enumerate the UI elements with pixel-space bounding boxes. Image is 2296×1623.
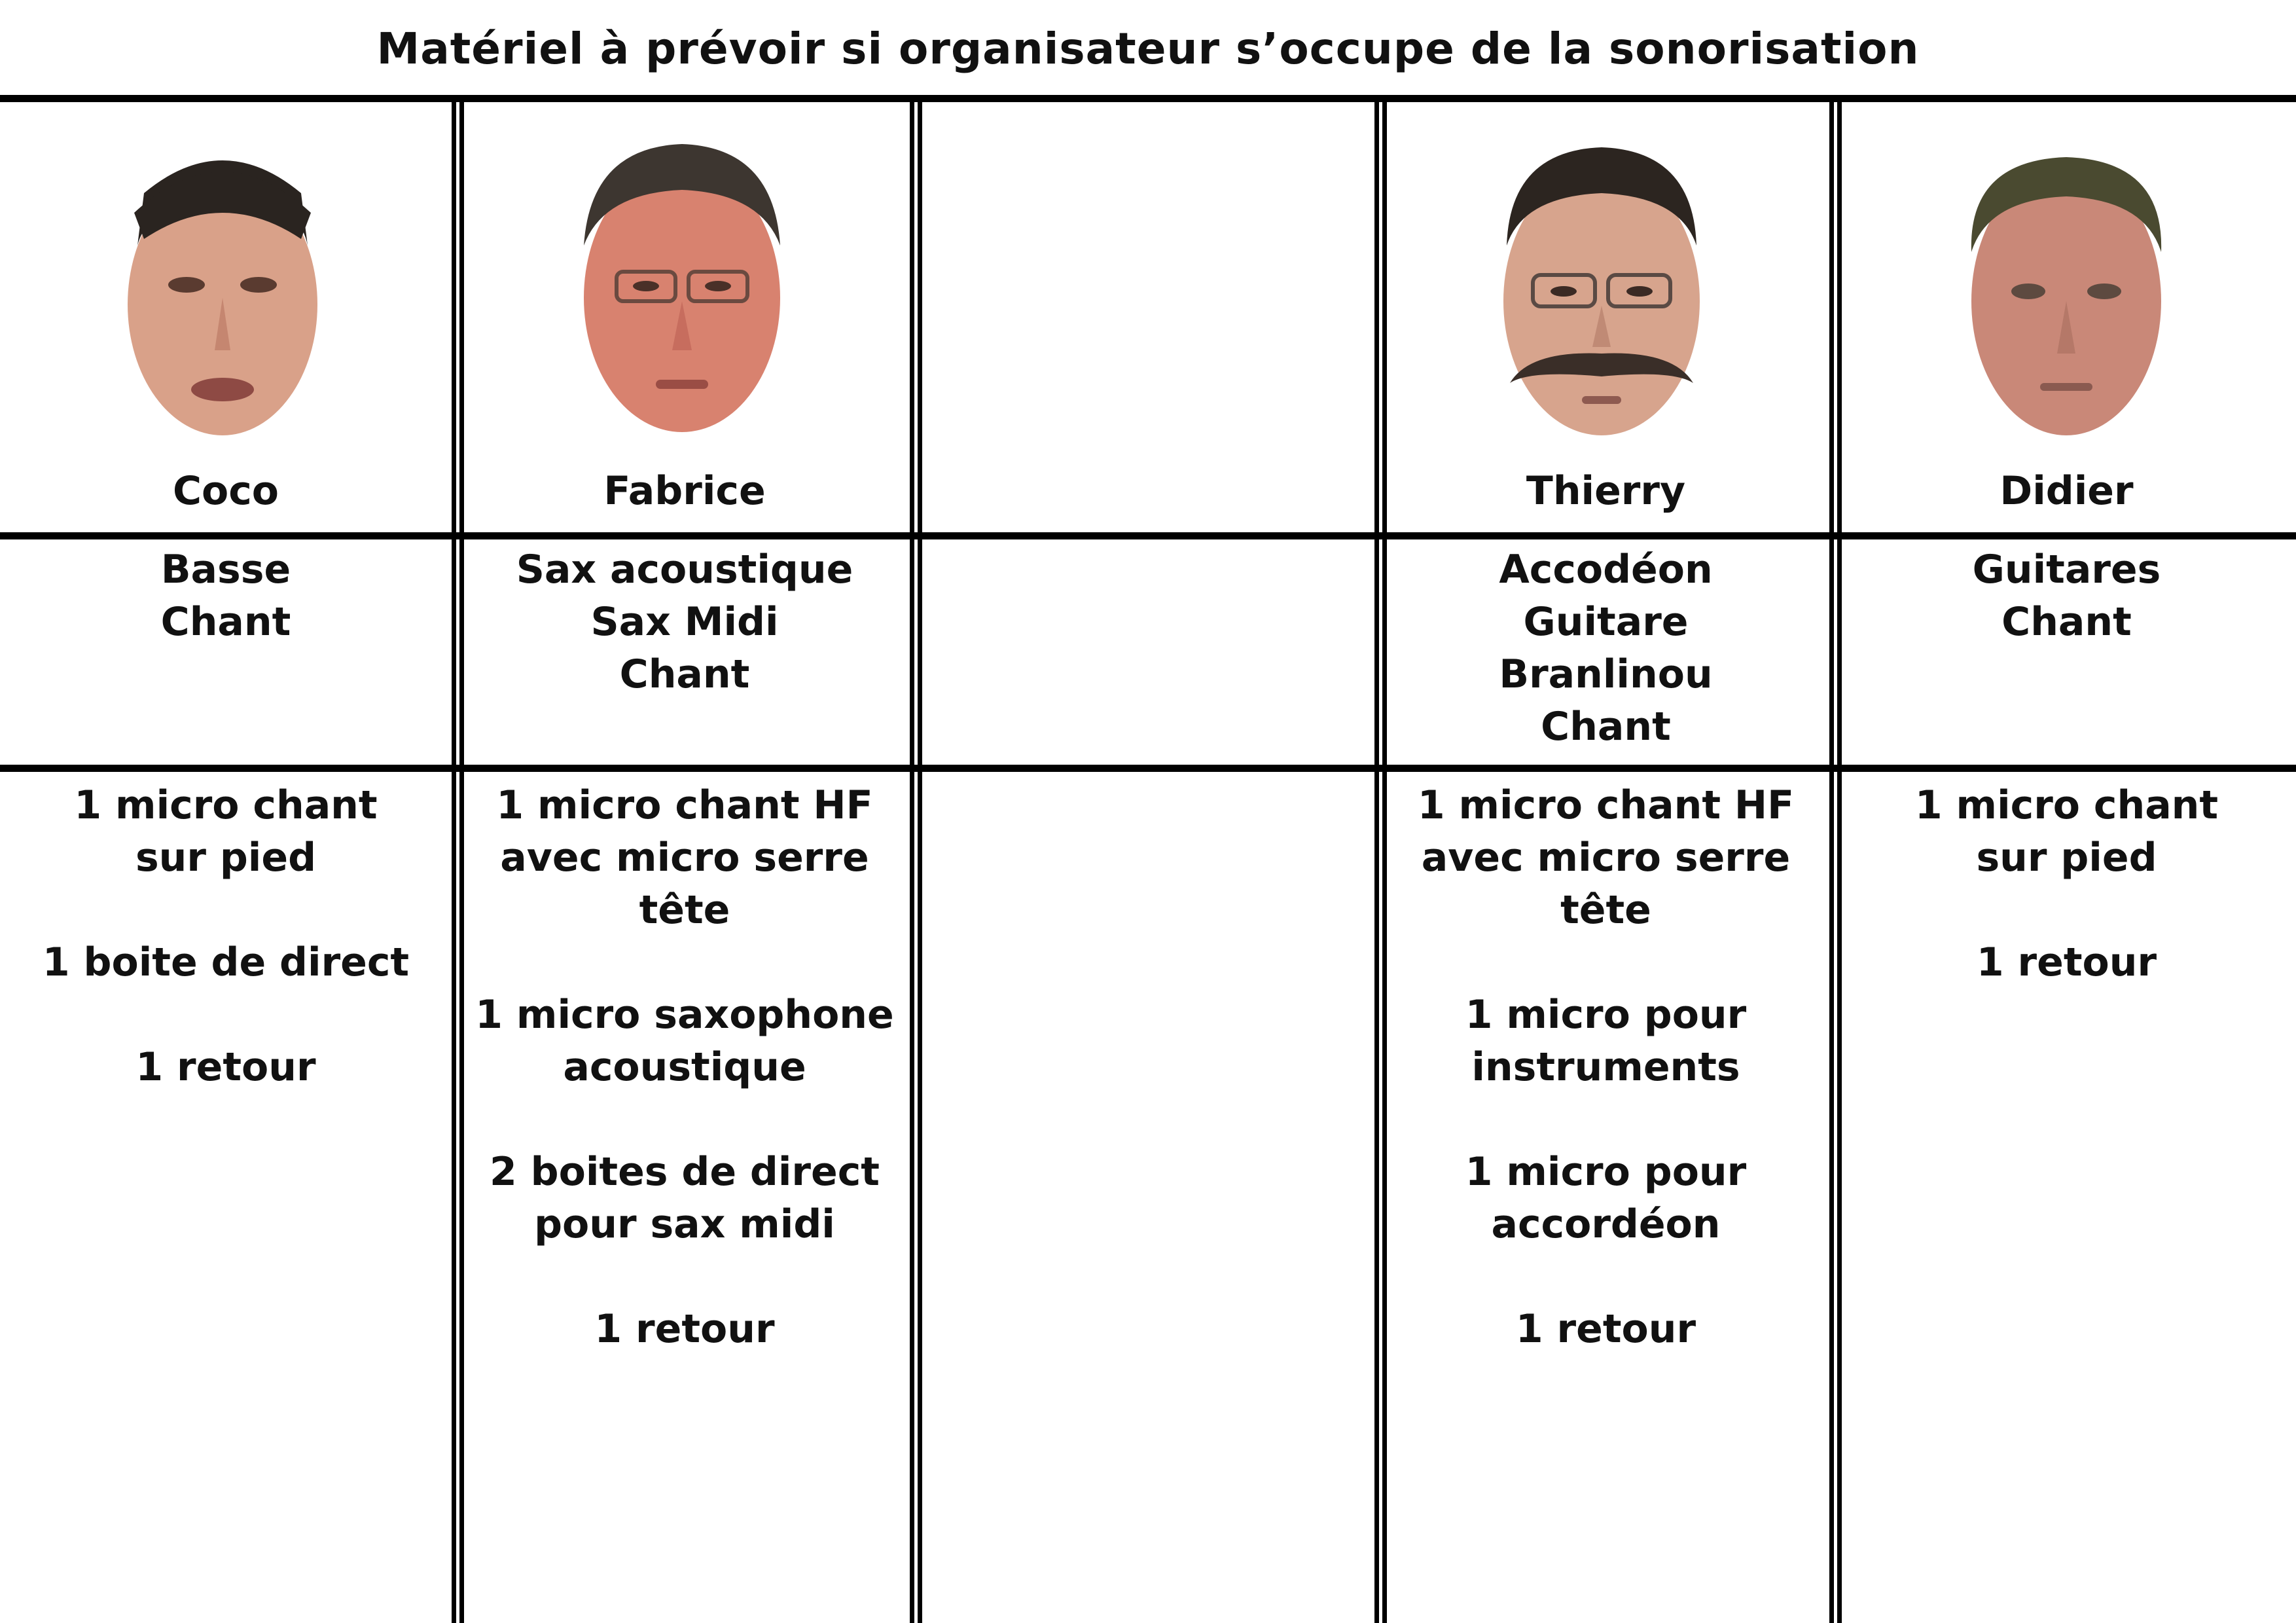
equipment-item: 1 retour: [135, 1044, 316, 1090]
equipment-item: 1 micro pour instruments: [1465, 992, 1747, 1090]
instrument-item: Sax Midi: [590, 599, 779, 645]
instrument-list: [1837, 543, 2296, 648]
equipment-item: 1 micro pour accordéon: [1465, 1149, 1747, 1247]
equipment-item: 1 micro saxophone acoustique: [475, 992, 894, 1090]
musician-column-didier: [1837, 98, 2296, 1623]
instrument-item: Chant: [160, 599, 291, 645]
instrument-list: [459, 543, 910, 701]
musician-column-coco: [0, 98, 452, 1623]
face-photo-didier: [1948, 134, 2184, 448]
page-title: Matériel à prévoir si organisateur s’occupe de la sonorisation: [376, 24, 1920, 74]
equipment-item: 1 boite de direct: [42, 939, 410, 985]
musician-column-fabrice: [459, 98, 910, 1623]
face-photo-fabrice: [564, 134, 800, 448]
instrument-item: Chant: [619, 651, 750, 697]
musician-column-empty: [918, 98, 1374, 1623]
musician-name: Didier: [2000, 468, 2134, 514]
face-photo-coco: [105, 134, 340, 448]
equipment-item: 1 retour: [1515, 1306, 1696, 1352]
instrument-item: Accodéon: [1499, 547, 1713, 593]
musician-name: Thierry: [1526, 468, 1686, 514]
equipment-item: 1 micro chant sur pied: [74, 782, 378, 881]
instrument-item: Guitare: [1523, 599, 1689, 645]
instrument-item: Basse: [160, 547, 291, 593]
equipment-item: 1 micro chant sur pied: [1914, 782, 2219, 881]
equipment-item: 1 micro chant HF avec micro serre tête: [496, 782, 873, 933]
face-photo-thierry: [1484, 134, 1719, 448]
instrument-list: [0, 543, 452, 648]
equipment-item: 1 retour: [1976, 939, 2157, 985]
equipment-list: [1382, 779, 1829, 1408]
equipment-list: [1837, 779, 2296, 1041]
instrument-list: [1382, 543, 1829, 753]
musician-name: Coco: [172, 468, 279, 514]
equipment-item: 1 micro chant HF avec micro serre tête: [1417, 782, 1795, 933]
equipment-list: [0, 779, 452, 1146]
equipment-item: 2 boites de direct pour sax midi: [490, 1149, 880, 1247]
equipment-item: 1 retour: [594, 1306, 775, 1352]
instrument-item: Chant: [1541, 704, 1671, 750]
musician-name: Fabrice: [603, 468, 766, 514]
instrument-item: Branlinou: [1499, 651, 1713, 697]
instrument-item: Sax acoustique: [516, 547, 853, 593]
instrument-item: Chant: [2001, 599, 2132, 645]
musician-column-thierry: [1382, 98, 1829, 1623]
equipment-list: [459, 779, 910, 1408]
instrument-item: Guitares: [1972, 547, 2161, 593]
